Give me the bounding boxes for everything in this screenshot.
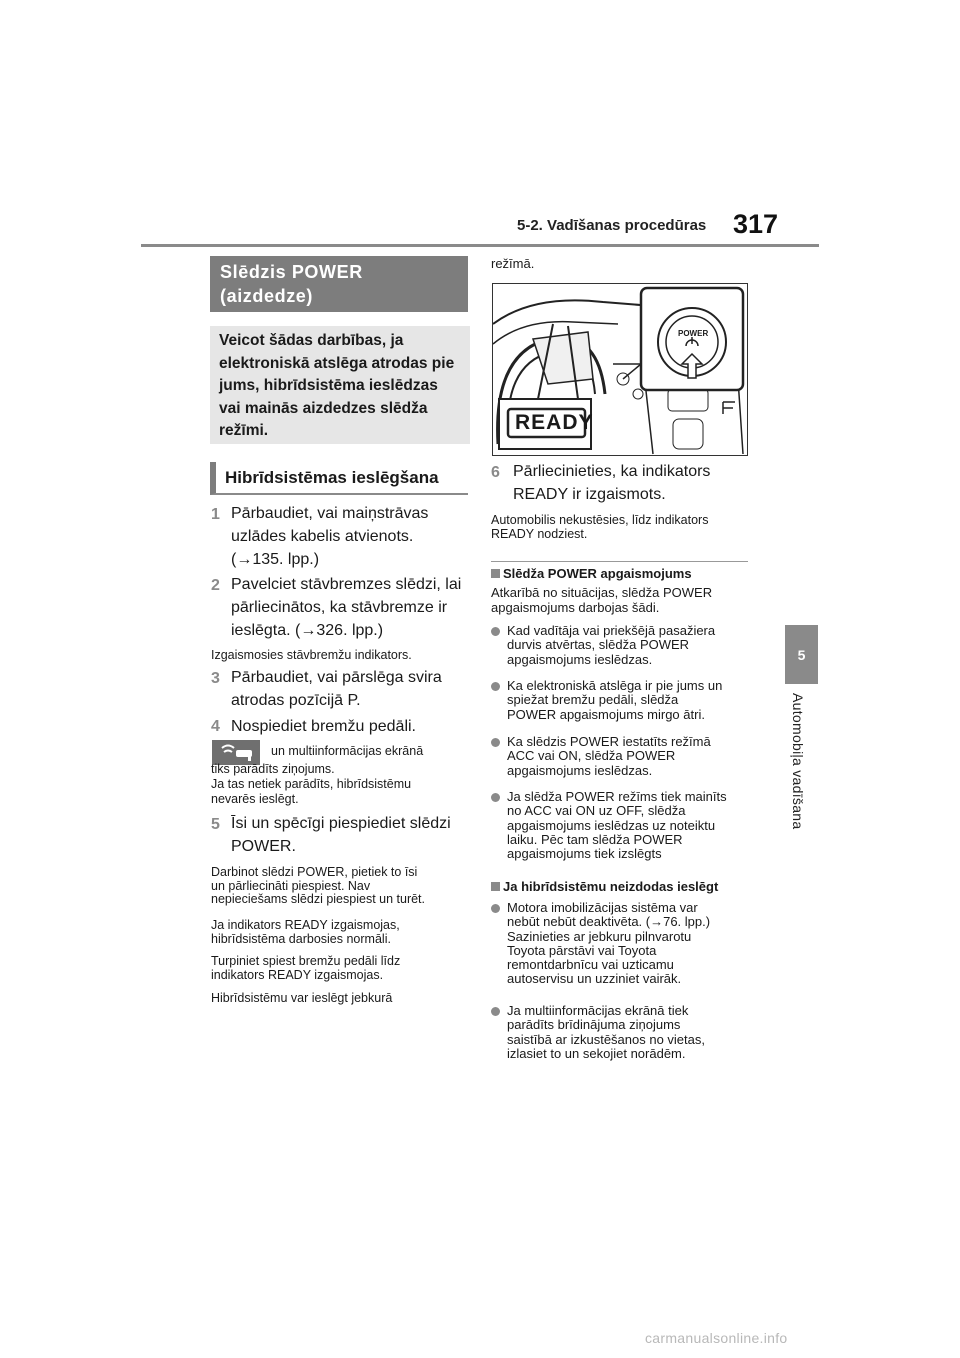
chapter-label: Automobiļa vadīšana (790, 693, 806, 830)
step-text: Pārbaudiet, vai maiņstrāvas (231, 505, 429, 522)
step-text: Pavelciet stāvbremzes slēdzi, lai (231, 576, 462, 593)
section-heading-illumination: Slēdža POWER apgaismojums (491, 566, 692, 581)
step-text: READY ir izgaismots. (513, 486, 666, 503)
step-number: 5 (211, 816, 220, 833)
header-rule (141, 244, 819, 247)
note-step-4: tiks parādīts ziņojums. (211, 762, 335, 776)
square-bullet-icon (491, 882, 500, 891)
step-text: ieslēgta. (→326. lpp.) (231, 622, 384, 639)
step-3 (211, 667, 471, 715)
note-step-4: nevarēs ieslēgt. (211, 792, 299, 806)
step-number: 4 (211, 718, 220, 735)
list-item: Ka elektroniskā atslēga ir pie jums un spiežat bremžu pedāli, slēdža POWER apgaismojums mirgo ātri. (491, 679, 748, 724)
page-title: Slēdzis POWER (aizdedze) (210, 256, 468, 312)
note-step-4: un multiinformācijas ekrānā (271, 744, 424, 758)
bullet-dot-icon (491, 793, 500, 802)
bullet-dot-icon (491, 1007, 500, 1016)
step-text: POWER. (231, 838, 296, 855)
list-item: Motora imobilizācijas sistēma var nebūt nebūt deaktivēta. (→76. lpp.) Sazinieties ar jebkuru pilnvarotu Toyota pārstāvi vai Toyota remontdarbnīcu vai uzticamu autoservisu un uzziniet vairāk. (491, 901, 748, 991)
note-step-5: Ja indikators READY izgaismojas, hibrīdsistēma darbosies normāli. (211, 918, 400, 946)
step-number: 1 (211, 506, 220, 523)
list-item: Ka slēdzis POWER iestatīts režīmā ACC vai ON, slēdža POWER apgaismojums ieslēdzas. (491, 735, 748, 780)
step-text: (→135. lpp.) (231, 551, 320, 568)
step-number: 2 (211, 577, 220, 594)
step-5 (211, 813, 471, 861)
step-6 (491, 461, 748, 509)
note-step-5: Hibrīdsistēmu var ieslēgt jebkurā (211, 991, 393, 1005)
list-item: Ja multiinformācijas ekrānā tiek parādīts brīdinājuma ziņojums saistībā ar izkustēšanos no vietas, izlasiet to un sekojiet norādēm. (491, 1004, 748, 1064)
step-number: 3 (211, 670, 220, 687)
section-title: 5-2. Vadīšanas procedūras (517, 217, 707, 234)
power-switch-illustration (492, 283, 748, 456)
square-bullet-icon (491, 569, 500, 578)
step-text: Nospiediet bremžu pedāli. (231, 718, 416, 735)
step-2 (211, 574, 471, 646)
note-step-6: Automobilis nekustēsies, līdz indikators READY nodziest. (491, 513, 709, 541)
step-text: Pārliecinieties, ka indikators (513, 463, 711, 480)
intro-box: Veicot šādas darbības, ja elektroniskā atslēga atrodas pie jums, hibrīdsistēma ieslēdzas vai mainās aizdedzes slēdža režīmi. (210, 326, 470, 444)
note-step-5: Turpiniet spiest bremžu pedāli līdz indikators READY izgaismojas. (211, 954, 401, 982)
section-heading-start-fail: Ja hibrīdsistēmu neizdodas ieslēgt (491, 879, 718, 894)
power-label: POWER (678, 329, 709, 338)
bullet-dot-icon (491, 682, 500, 691)
bullet-dot-icon (491, 904, 500, 913)
subheading: Hibrīdsistēmas ieslēgšana (210, 462, 468, 495)
step-number: 6 (491, 464, 500, 481)
step-text: uzlādes kabelis atvienots. (231, 528, 414, 545)
ready-label: READY (515, 411, 594, 434)
note-step-2: Izgaismosies stāvbremžu indikators. (211, 648, 412, 662)
bullet-dot-icon (491, 627, 500, 636)
continuation-text: režīmā. (491, 256, 535, 271)
page-number: 317 (733, 209, 779, 239)
step-text: pārliecinātos, ka stāvbremze ir (231, 599, 448, 616)
chapter-tab: 5 (785, 625, 818, 684)
step-4 (211, 715, 471, 739)
step-text: Pārbaudiet, vai pārslēga svira (231, 669, 442, 686)
section-divider (491, 561, 748, 562)
list-item: Ja slēdža POWER režīms tiek mainīts no ACC vai ON uz OFF, slēdža apgaismojums ieslēdzas uz noteiktu laiku. Pēc tam slēdža POWER apgaismojums tiek izslēgts (491, 790, 748, 865)
note-step-5: Darbinot slēdzi POWER, pietiek to īsi un pārliecināti piespiest. Nav nepieciešams slēdzi piespiest un turēt. (211, 865, 426, 907)
step-text: Īsi un spēcīgi piespiediet slēdzi (231, 815, 451, 832)
footer-watermark: carmanualsonline.info (645, 1330, 788, 1346)
step-text: atrodas pozīcijā P. (231, 692, 361, 709)
note-step-4: Ja tas netiek parādīts, hibrīdsistēmu (211, 777, 412, 791)
list-item: Kad vadītāja vai priekšējā pasažiera durvis atvērtas, slēdža POWER apgaismojums ieslēdzas. (491, 624, 748, 669)
section-intro: Atkarībā no situācijas, slēdža POWER apgaismojums darbojas šādi. (491, 585, 713, 615)
step-1 (211, 503, 471, 575)
bullet-dot-icon (491, 738, 500, 747)
